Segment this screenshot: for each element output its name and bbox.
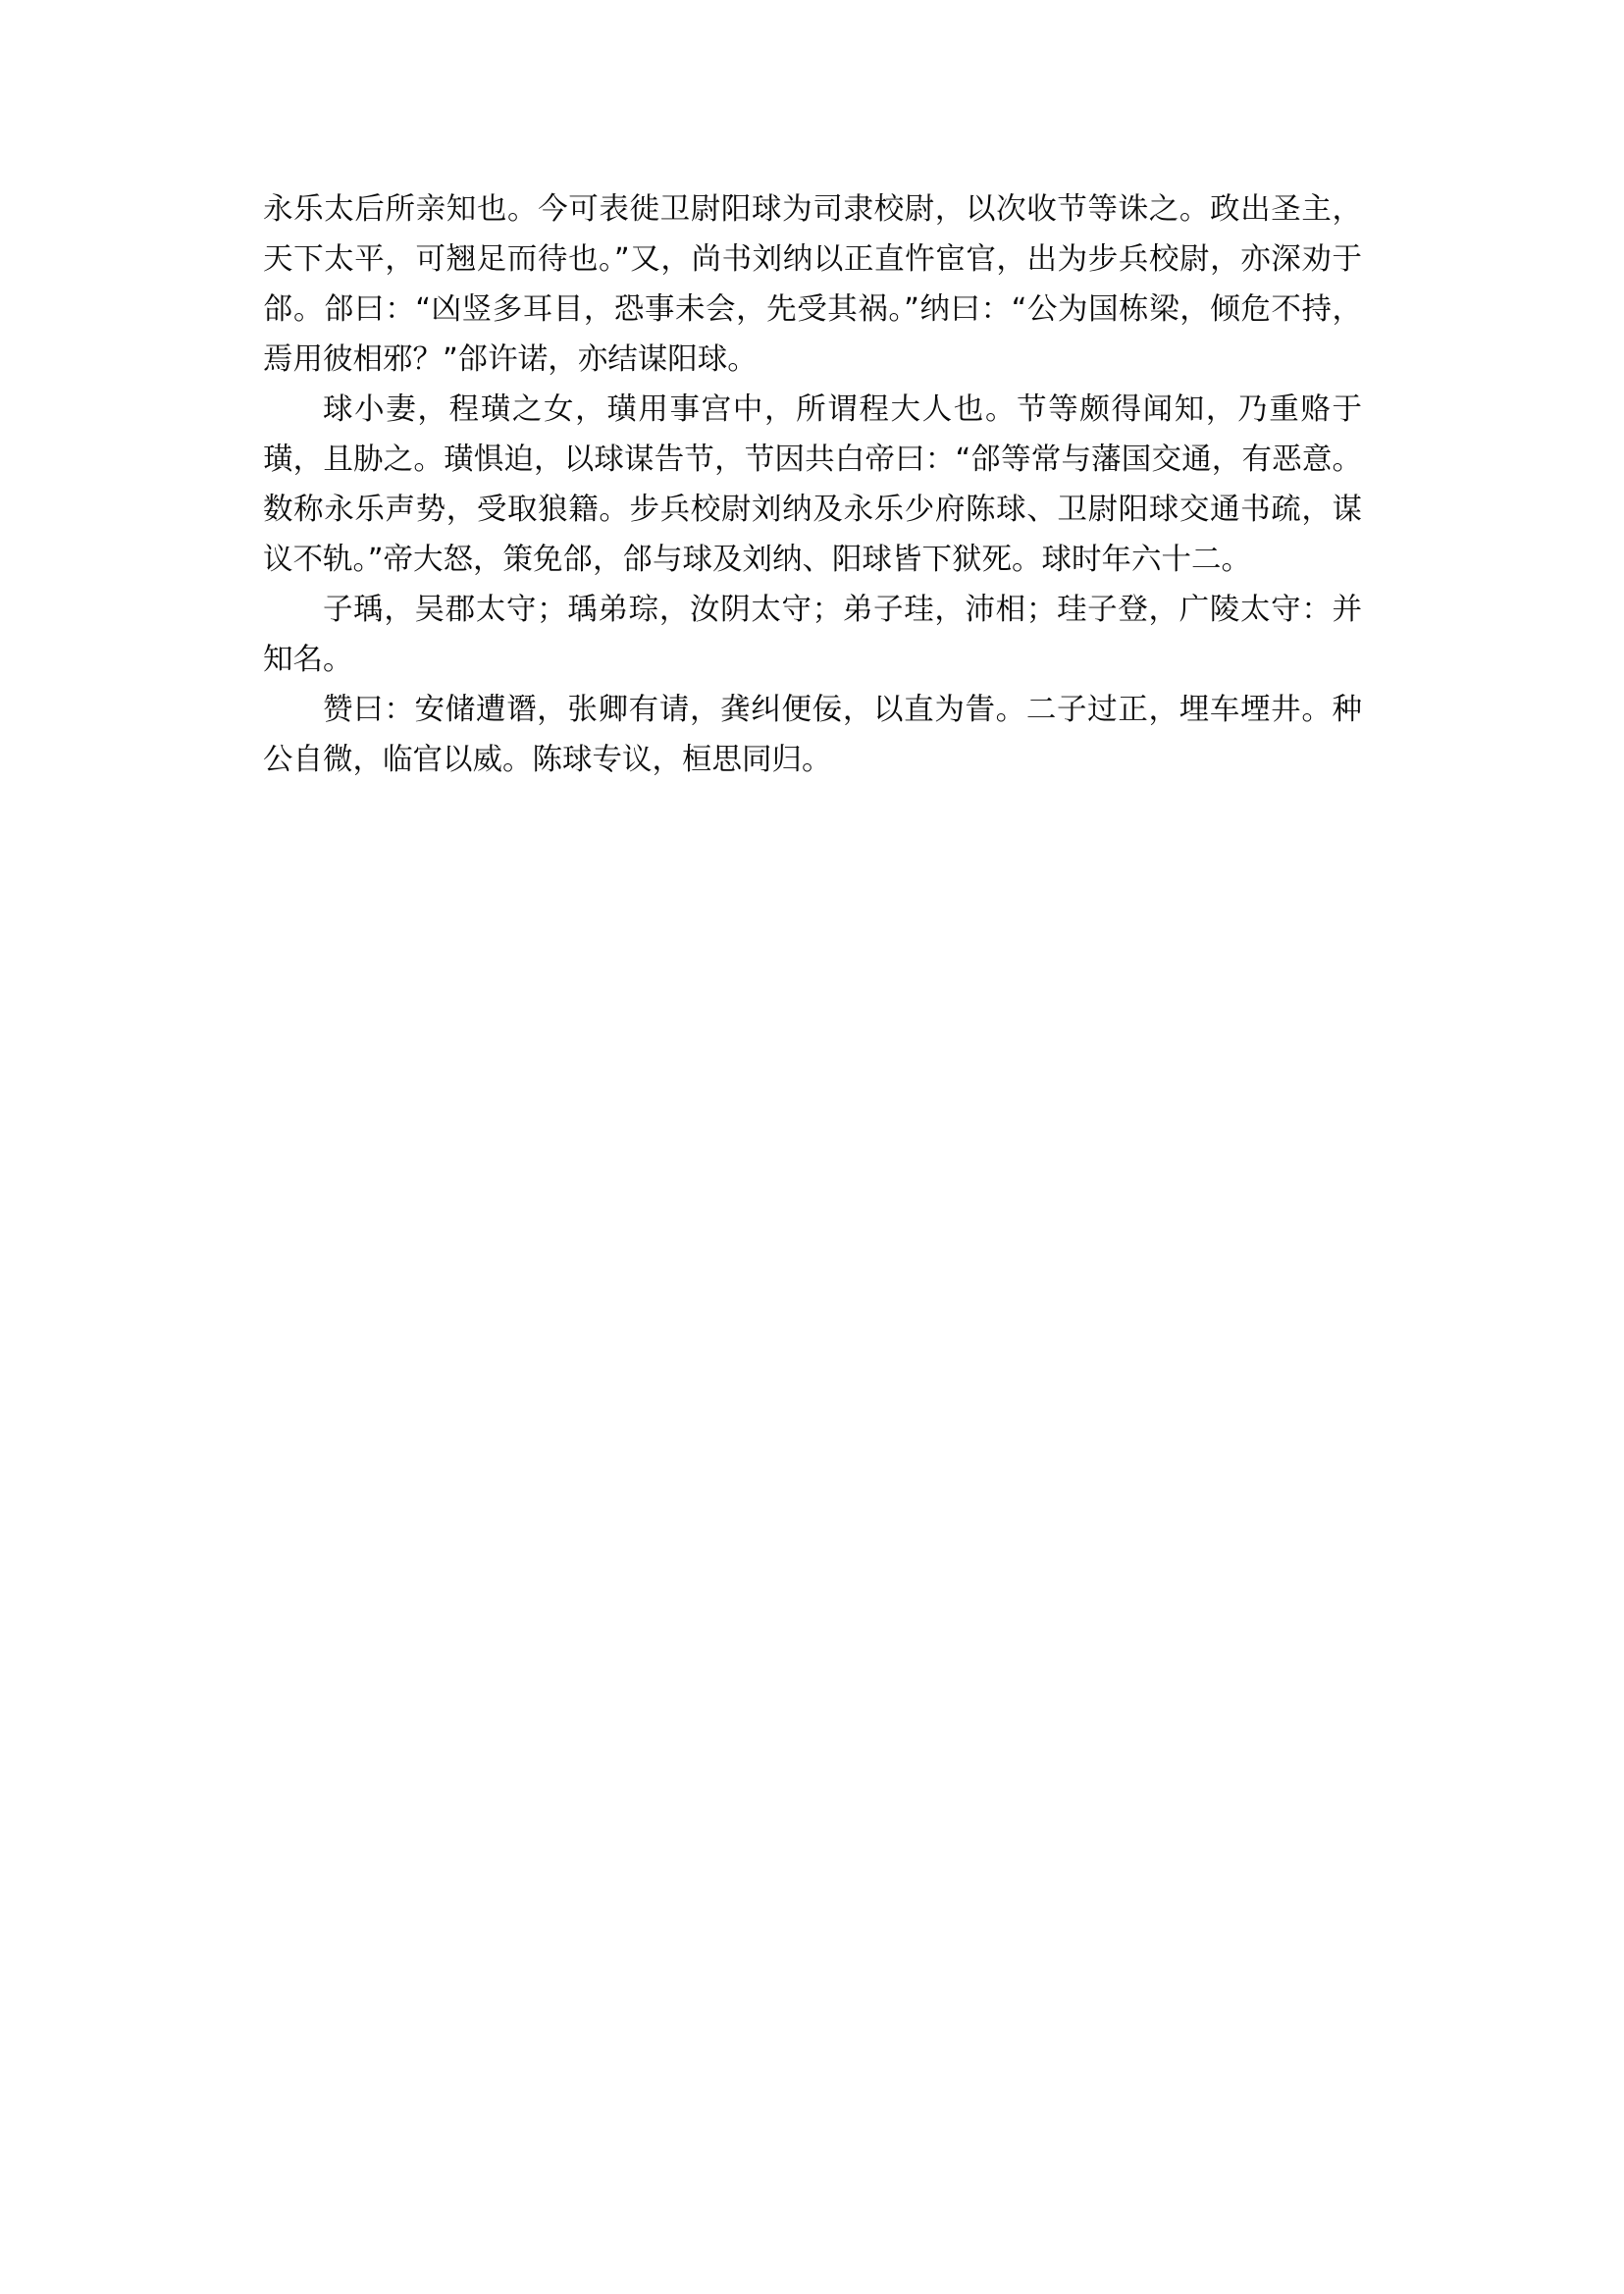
paragraph-3: 子瑀，吴郡太守；瑀弟琮，汝阴太守；弟子珪，沛相；珪子登，广陵太守：并知名。 xyxy=(263,593,1362,677)
paragraph-4: 赞曰：安储遭谮，张卿有请，龚纠便佞，以直为眚。二子过正，埋车堙井。种公自微，临官以威。陈球专议，桓思同归。 xyxy=(263,693,1362,777)
body-text-block xyxy=(263,184,1362,785)
paragraph-2: 球小妻，程璜之女，璜用事宫中，所谓程大人也。节等颇得闻知，乃重赂于璜，且胁之。璜惧迫，以球谋告节，节因共白帝曰：“郃等常与藩国交通，有恶意。数称永乐声势，受取狼籍。步兵校尉刘纳及永乐少府陈球、卫尉阳球交通书疏，谋议不轨。”帝大怒，策免郃，郃与球及刘纳、阳球皆下狱死。球时年六十二。 xyxy=(263,392,1362,577)
paragraph-1: 永乐太后所亲知也。今可表徙卫尉阳球为司隶校尉，以次收节等诛之。政出圣主，天下太平，可翘足而待也。”又，尚书刘纳以正直忤宦官，出为步兵校尉，亦深劝于郃。郃曰：“凶竖多耳目，恐事未会，先受其祸。”纳曰：“公为国栋梁，倾危不持，焉用彼相邪？”郃许诺，亦结谋阳球。 xyxy=(263,192,1362,377)
